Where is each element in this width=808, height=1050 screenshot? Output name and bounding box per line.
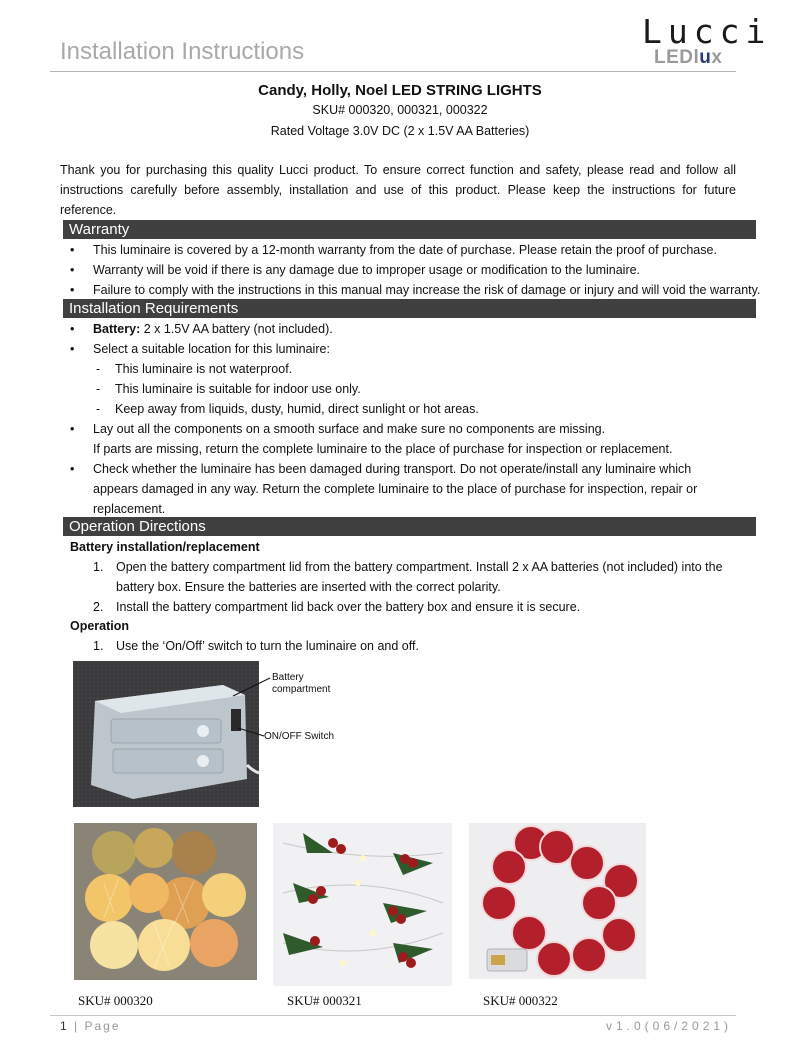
sku-000321-photo — [273, 823, 452, 986]
document-version: v1.0(06/2021) — [606, 1019, 733, 1033]
product-sku-line: SKU# 000320, 000321, 000322 — [312, 103, 488, 117]
logo-lucci-text: Lucci — [642, 12, 772, 51]
intro-paragraph: Thank you for purchasing this quality Lucci product. To ensure correct function and safety, please read and follow all instructions carefully before assembly, installation and use of this product. Please keep the instructions for future reference. — [60, 163, 736, 217]
sku-000320-photo — [74, 823, 257, 980]
logo-ledlux-text: LEDlux — [654, 47, 723, 68]
product-title-block — [0, 82, 800, 142]
sku-000322-photo — [469, 823, 646, 979]
installation-requirements-heading: Installation Requirements — [63, 299, 756, 318]
footer-divider — [50, 1015, 736, 1016]
page-header-title: Installation Instructions — [60, 38, 305, 65]
damage-check-continued: replacement. — [93, 502, 166, 516]
on-off-switch-callout: ON/OFF Switch — [264, 731, 335, 742]
lucci-ledlux-logo — [640, 12, 772, 68]
sku-caption: SKU# 000320 — [78, 993, 153, 1008]
battery-compartment-callout: Battery compartment — [272, 672, 331, 695]
warranty-heading: Warranty — [63, 220, 756, 239]
battery-installation-subheading: Battery installation/replacement — [70, 540, 260, 554]
sku-caption: SKU# 000322 — [483, 993, 558, 1008]
operation-directions-heading: Operation Directions — [63, 517, 756, 536]
damage-check-continued: appears damaged in any way. Return the complete luminaire to the place of purchase for inspection, repair or — [93, 482, 698, 496]
header-divider — [50, 71, 736, 72]
operation-subheading: Operation — [70, 619, 130, 633]
rated-voltage: Rated Voltage 3.0V DC (2 x 1.5V AA Batteries) — [270, 124, 530, 138]
product-name: Candy, Holly, Noel LED STRING LIGHTS — [258, 82, 542, 99]
battery-step-continued: battery box. Ensure the batteries are inserted with the correct polarity. — [116, 580, 501, 594]
layout-requirement-continued: If parts are missing, return the complete luminaire to the place of purchase for inspection or replacement. — [93, 442, 673, 456]
page-indicator: 1 | Page — [60, 1019, 121, 1033]
sku-caption: SKU# 000321 — [287, 993, 362, 1008]
